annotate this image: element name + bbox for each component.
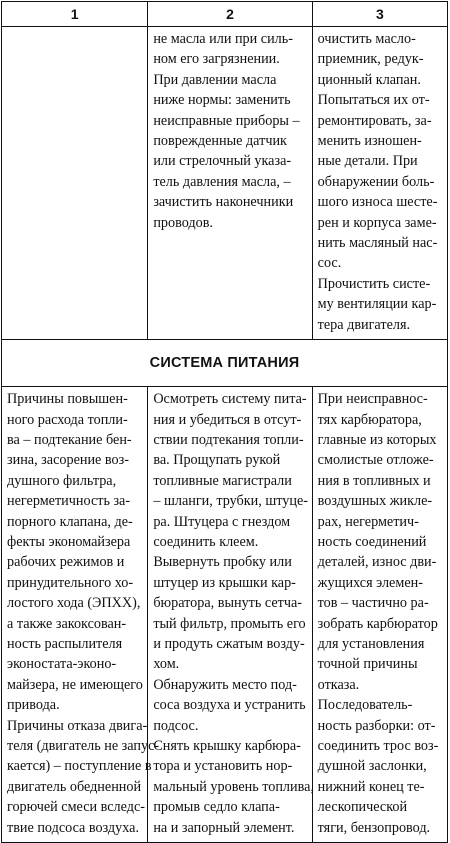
text-line: Обнаружить место под- bbox=[153, 676, 297, 693]
text-line: приемник, редук- bbox=[317, 51, 424, 68]
text-line: порного клапана, де- bbox=[7, 513, 133, 530]
text-line: тель давления масла, – bbox=[153, 173, 291, 190]
text-line: жущихся элемен- bbox=[317, 574, 423, 591]
text-line: душного фильтра, bbox=[7, 472, 117, 489]
text-line: Последователь- bbox=[317, 697, 413, 714]
fuel-system-row bbox=[2, 387, 448, 843]
text-line: воздушных жикле- bbox=[317, 493, 433, 510]
text-line: рен и корпуса заме- bbox=[317, 214, 437, 231]
text-line: тях карбюратора, bbox=[317, 411, 422, 428]
text-line: Причины отказа двига- bbox=[7, 717, 148, 734]
text-line: душной заслонки, bbox=[317, 758, 427, 775]
fuel-col1-cell bbox=[2, 387, 160, 842]
text-line: соединить трос воз- bbox=[317, 738, 439, 754]
text-line: твие подсоса воздуха. bbox=[7, 819, 139, 836]
text-line: тый фильтр, промыть его bbox=[153, 615, 306, 632]
text-line: При неисправнос- bbox=[317, 391, 428, 408]
section-title-row bbox=[2, 340, 448, 387]
text-line: тов – частично ра- bbox=[317, 595, 429, 612]
text-line: фекты экономайзера bbox=[7, 533, 131, 550]
text-line: Вывернуть пробку или bbox=[153, 554, 292, 571]
text-line: Причины повышен- bbox=[7, 391, 128, 408]
header-row bbox=[2, 2, 448, 27]
text-line: поврежденные датчик bbox=[153, 133, 287, 150]
text-line: ность разборки: от- bbox=[317, 717, 436, 734]
text-line: тора и установить нор- bbox=[153, 758, 293, 775]
text-line: смолистые отложе- bbox=[317, 452, 434, 469]
text-line: неисправные приборы – bbox=[153, 112, 300, 129]
text-line: очистить масло- bbox=[317, 31, 416, 47]
text-line: нить масляный нас- bbox=[317, 235, 438, 252]
paragraph bbox=[153, 29, 307, 70]
text-line: отказа. bbox=[317, 676, 360, 693]
paragraph bbox=[153, 552, 307, 674]
text-line: соса воздуха и устранить bbox=[153, 697, 306, 714]
paragraph bbox=[153, 70, 307, 233]
text-line: тера двигателя. bbox=[317, 316, 411, 333]
paragraph bbox=[318, 90, 443, 274]
paragraph bbox=[318, 29, 443, 90]
text-line: хом. bbox=[153, 656, 180, 673]
text-line: ствии подтекания топли- bbox=[153, 431, 304, 448]
text-line: ность распылителя bbox=[7, 635, 123, 652]
column-header-1: 1 bbox=[2, 2, 148, 27]
text-line: ные детали. При bbox=[317, 153, 418, 170]
text-line: горючей смеси вследс- bbox=[7, 799, 145, 816]
text-line: майзера, не имеющего bbox=[7, 676, 143, 693]
text-line: зачистить наконечники bbox=[153, 194, 294, 211]
text-line: проводов. bbox=[153, 214, 213, 231]
text-line: кается) – поступление в bbox=[7, 758, 152, 775]
text-line: ния в топливных и bbox=[317, 472, 431, 489]
text-line: Попытаться их от- bbox=[317, 92, 430, 109]
text-line: мальный уровень топлива, bbox=[153, 778, 314, 795]
paragraph bbox=[7, 389, 143, 716]
column-header-2: 2 bbox=[148, 2, 312, 27]
text-line: а также закоксован- bbox=[7, 615, 127, 632]
text-line: промыв седло клапа- bbox=[153, 799, 280, 816]
text-line: сос. bbox=[317, 255, 342, 272]
text-line: не масла или при силь- bbox=[153, 31, 293, 47]
text-line: зобрать карбюратор bbox=[317, 615, 438, 632]
text-line: тяги, бензопровод. bbox=[317, 819, 431, 836]
text-line: эконостата-эконо- bbox=[7, 656, 117, 673]
top-col2-cell bbox=[148, 27, 311, 237]
text-line: Осмотреть систему пита- bbox=[153, 391, 307, 408]
document-page bbox=[1, 1, 448, 836]
text-line: соединить клеем. bbox=[153, 533, 259, 550]
text-line: ном его загрязнении. bbox=[153, 51, 280, 68]
paragraph bbox=[318, 274, 443, 335]
text-line: лостого хода (ЭПХХ), bbox=[7, 595, 141, 612]
text-line: деталей, износ дви- bbox=[317, 554, 437, 571]
text-line: принудительного хо- bbox=[7, 574, 134, 591]
fuel-col3-cell bbox=[313, 387, 447, 842]
text-line: точной причины bbox=[317, 656, 418, 673]
paragraph bbox=[318, 389, 443, 695]
text-line: нижний конец те- bbox=[317, 778, 425, 795]
oil-system-continuation-row bbox=[2, 27, 448, 340]
text-line: При давлении масла bbox=[153, 71, 277, 88]
text-line: негерметичность за- bbox=[7, 493, 131, 510]
text-line: топливные магистрали bbox=[153, 472, 292, 489]
text-line: ционный клапан. bbox=[317, 71, 421, 88]
paragraph bbox=[153, 389, 307, 552]
top-col3-cell bbox=[313, 27, 447, 339]
text-line: ния и убедиться в отсут- bbox=[153, 411, 302, 428]
text-line: менить изношен- bbox=[317, 133, 422, 150]
text-line: – шланги, трубки, штуце- bbox=[153, 493, 308, 510]
text-line: му вентиляции кар- bbox=[317, 296, 437, 313]
text-line: ного расхода топли- bbox=[7, 411, 128, 428]
section-title: СИСТЕМА ПИТАНИЯ bbox=[2, 340, 448, 387]
text-line: и продуть сжатым возду- bbox=[153, 635, 305, 652]
paragraph bbox=[318, 695, 443, 838]
text-line: Снять крышку карбюра- bbox=[153, 738, 301, 754]
text-line: зина, засорение воз- bbox=[7, 452, 129, 469]
text-line: главные из которых bbox=[317, 431, 437, 448]
text-line: ва – подтекание бен- bbox=[7, 431, 132, 448]
text-line: рабочих режимов и bbox=[7, 554, 125, 571]
column-header-3: 3 bbox=[312, 2, 447, 27]
text-line: двигатель обедненной bbox=[7, 778, 142, 795]
text-line: ва. Прощупать рукой bbox=[153, 452, 281, 469]
paragraph bbox=[153, 736, 314, 838]
text-line: или стрелочный указа- bbox=[153, 153, 292, 170]
text-line: ра. Штуцера с гнездом bbox=[153, 513, 291, 530]
text-line: ниже нормы: заменить bbox=[153, 92, 291, 109]
text-line: рах, негерметич- bbox=[317, 513, 419, 530]
text-line: лескопической bbox=[317, 799, 408, 816]
top-col1-cell bbox=[2, 27, 147, 33]
fuel-col2-cell bbox=[148, 387, 314, 842]
text-line: штуцер из крышки кар- bbox=[153, 574, 296, 591]
paragraph bbox=[153, 675, 307, 736]
text-line: обнаружении боль- bbox=[317, 173, 435, 190]
text-line: теля (двигатель не запус- bbox=[7, 738, 160, 754]
text-line: для установления bbox=[317, 635, 425, 652]
text-line: привода. bbox=[7, 697, 60, 714]
text-line: на и запорный элемент. bbox=[153, 819, 295, 836]
text-line: ремонтировать, за- bbox=[317, 112, 432, 129]
text-line: Прочистить систе- bbox=[317, 275, 431, 292]
text-line: подсос. bbox=[153, 717, 199, 734]
text-line: бюратора, вынуть сетча- bbox=[153, 595, 303, 612]
troubleshooting-table bbox=[1, 1, 448, 843]
text-line: ность соединений bbox=[317, 533, 427, 550]
text-line: шого износа шесте- bbox=[317, 194, 438, 211]
paragraph bbox=[7, 716, 160, 838]
